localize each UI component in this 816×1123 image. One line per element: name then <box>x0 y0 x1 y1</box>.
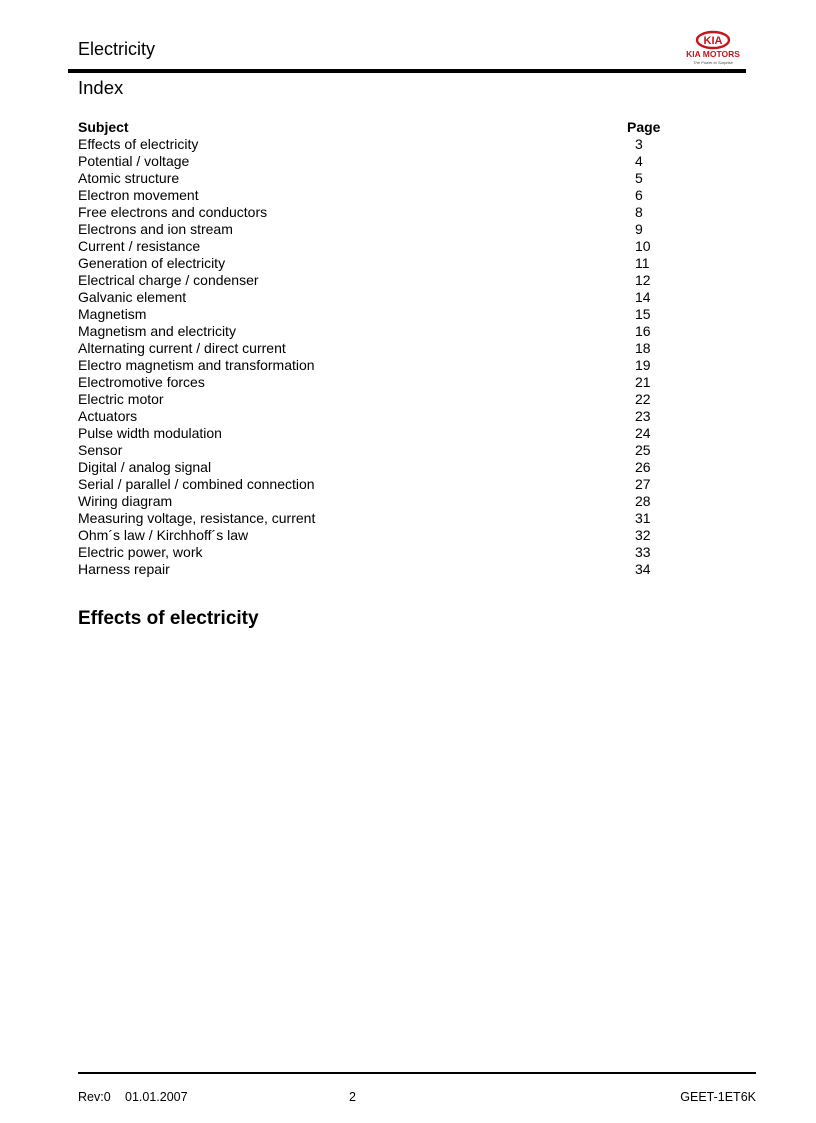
footer-date: 01.01.2007 <box>125 1090 188 1104</box>
index-row <box>78 255 678 272</box>
index-row <box>78 357 678 374</box>
index-row <box>78 391 678 408</box>
index-page-number: 4 <box>635 153 643 169</box>
index-subject: Electric power, work <box>78 544 203 560</box>
logo-brand-text: KIA <box>703 35 723 47</box>
index-page-number: 6 <box>635 187 643 203</box>
document-title: Electricity <box>78 39 156 59</box>
index-title: Index <box>78 77 124 98</box>
index-page-number: 5 <box>635 170 643 186</box>
index-row <box>78 153 678 170</box>
index-subject: Electro magnetism and transformation <box>78 357 315 373</box>
index-row <box>78 425 678 442</box>
index-row <box>78 442 678 459</box>
index-row <box>78 323 678 340</box>
index-page-number: 34 <box>635 561 651 577</box>
header-divider <box>68 69 746 73</box>
index-table <box>78 119 678 578</box>
index-page-number: 18 <box>635 340 651 356</box>
index-row <box>78 187 678 204</box>
index-page-number: 16 <box>635 323 651 339</box>
footer-page-number: 2 <box>349 1090 356 1104</box>
page-column-header: Page <box>627 119 661 135</box>
index-subject: Electrons and ion stream <box>78 221 233 237</box>
index-subject: Electromotive forces <box>78 374 205 390</box>
index-subject: Digital / analog signal <box>78 459 212 475</box>
index-row <box>78 306 678 323</box>
index-row <box>78 170 678 187</box>
index-row <box>78 289 678 306</box>
index-page-number: 33 <box>635 544 651 560</box>
index-subject: Magnetism and electricity <box>78 323 236 339</box>
index-page-number: 21 <box>635 374 651 390</box>
index-page-number: 26 <box>635 459 651 475</box>
index-page-number: 9 <box>635 221 643 237</box>
index-subject: Alternating current / direct current <box>78 340 286 356</box>
footer-divider <box>78 1072 756 1074</box>
index-row <box>78 340 678 357</box>
index-subject: Sensor <box>78 442 123 458</box>
subject-column-header: Subject <box>78 119 129 135</box>
index-subject: Galvanic element <box>78 289 187 305</box>
index-subject: Serial / parallel / combined connection <box>78 476 315 492</box>
index-subject: Current / resistance <box>78 238 201 254</box>
section-heading: Effects of electricity <box>78 608 259 629</box>
index-row <box>78 459 678 476</box>
index-page-number: 22 <box>635 391 651 407</box>
index-row <box>78 221 678 238</box>
index-subject: Potential / voltage <box>78 153 190 169</box>
index-row <box>78 272 678 289</box>
index-row <box>78 493 678 510</box>
index-page-number: 27 <box>635 476 651 492</box>
index-subject: Effects of electricity <box>78 136 199 152</box>
logo-company-text: KIA MOTORS <box>686 49 740 59</box>
kia-logo-icon <box>680 30 746 66</box>
index-page-number: 32 <box>635 527 651 543</box>
index-subject: Measuring voltage, resistance, current <box>78 510 316 526</box>
index-subject: Ohm´s law / Kirchhoff´s law <box>78 527 249 543</box>
logo-tagline: The Power to Surprise <box>693 60 733 65</box>
index-page-number: 3 <box>635 136 643 152</box>
index-page-number: 12 <box>635 272 651 288</box>
index-row <box>78 510 678 527</box>
index-page-number: 11 <box>635 255 650 271</box>
index-page-number: 31 <box>635 510 651 526</box>
index-entries <box>78 136 678 578</box>
index-page-number: 23 <box>635 408 651 424</box>
index-subject: Harness repair <box>78 561 170 577</box>
index-row <box>78 527 678 544</box>
index-subject: Atomic structure <box>78 170 180 186</box>
index-row <box>78 408 678 425</box>
index-row <box>78 136 678 153</box>
index-row <box>78 238 678 255</box>
index-subject: Electron movement <box>78 187 199 203</box>
kia-motors-logo <box>680 30 746 66</box>
footer-document-code: GEET-1ET6K <box>680 1090 756 1104</box>
index-subject: Pulse width modulation <box>78 425 222 441</box>
index-page-number: 28 <box>635 493 651 509</box>
footer-revision: Rev:0 <box>78 1090 111 1104</box>
index-header-row <box>78 119 678 136</box>
index-row <box>78 544 678 561</box>
index-page-number: 24 <box>635 425 651 441</box>
index-page-number: 10 <box>635 238 651 254</box>
index-row <box>78 476 678 493</box>
index-subject: Electrical charge / condenser <box>78 272 259 288</box>
index-subject: Wiring diagram <box>78 493 173 509</box>
index-subject: Magnetism <box>78 306 147 322</box>
index-subject: Generation of electricity <box>78 255 226 271</box>
index-page-number: 25 <box>635 442 651 458</box>
index-subject: Actuators <box>78 408 138 424</box>
index-row <box>78 561 678 578</box>
index-page-number: 19 <box>635 357 651 373</box>
index-subject: Electric motor <box>78 391 164 407</box>
index-page-number: 8 <box>635 204 643 220</box>
index-subject: Free electrons and conductors <box>78 204 268 220</box>
index-row <box>78 374 678 391</box>
index-page-number: 14 <box>635 289 651 305</box>
index-page-number: 15 <box>635 306 651 322</box>
index-row <box>78 204 678 221</box>
